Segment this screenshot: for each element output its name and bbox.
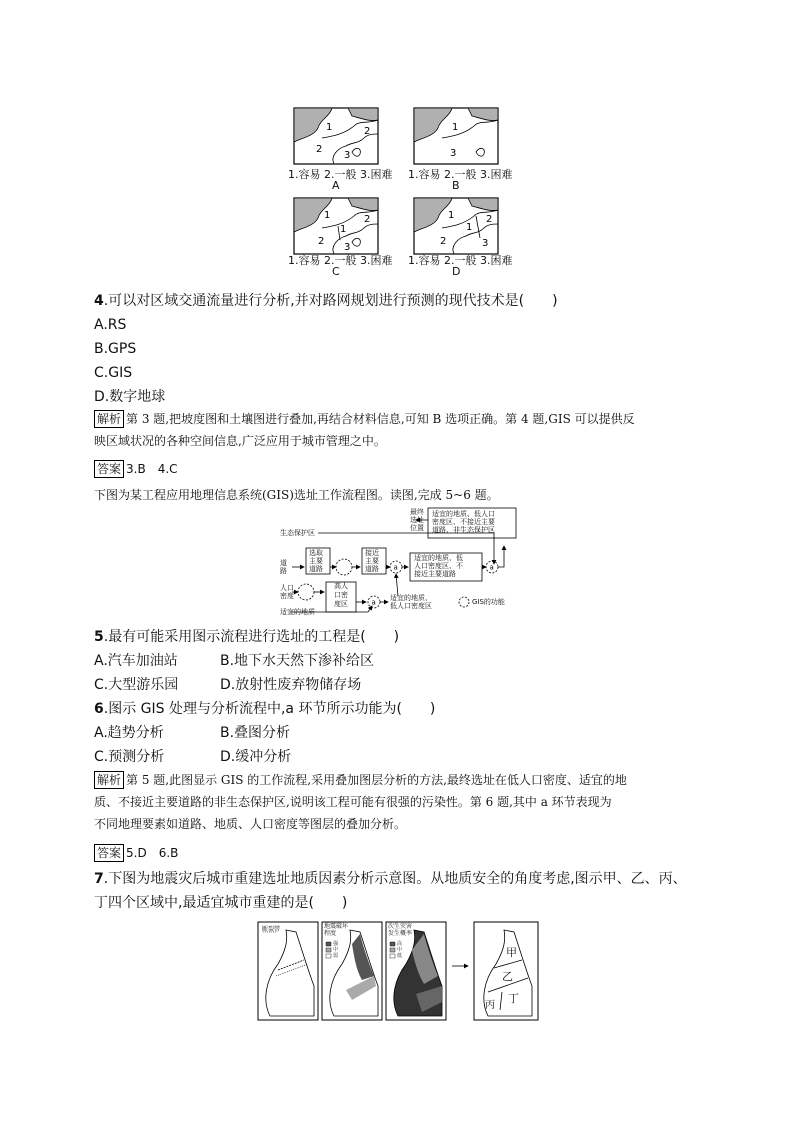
q4-option-d: D.数字地球 bbox=[94, 389, 166, 405]
eco-protection-label: 生态保护区 bbox=[280, 529, 315, 537]
q5-option-d: D.放射性废弃物储存场 bbox=[220, 677, 362, 693]
explanation-line: 解析 第 5 题,此图显示 GIS 的工作流程,采用叠加图层分析的方法,最终选址在低人口密度、适宜的地 bbox=[94, 769, 704, 791]
damage-legend-title: 地震破坏 程度 bbox=[324, 923, 349, 937]
question-number: 5 bbox=[94, 629, 104, 645]
explanation-tag: 解析 bbox=[94, 410, 124, 428]
question-number: 6 bbox=[94, 701, 104, 717]
intro-5-6: 下图为某工程应用地理信息系统(GIS)选址工作流程图。读图,完成 5~6 题。 bbox=[94, 488, 499, 502]
panel-letter-a: A bbox=[332, 179, 340, 192]
q5-option-a: A.汽车加油站 bbox=[94, 653, 178, 669]
answer-tag: 答案 bbox=[94, 460, 124, 478]
panel-letter-d: D bbox=[452, 265, 461, 278]
high-pop-box: 高人 口密 度区 bbox=[334, 582, 348, 608]
damage-legend-levels: 强 中 弱 bbox=[333, 941, 339, 959]
q6-option-d: D.缓冲分析 bbox=[220, 749, 292, 765]
region-label: 1 bbox=[340, 224, 347, 235]
map-panel-a bbox=[294, 108, 378, 164]
zone-jia: 甲 bbox=[506, 946, 517, 959]
legend-d: 1.容易 2.一般 3.困难 bbox=[408, 254, 513, 267]
hazard-legend-title: 次生灾害 发生概率 bbox=[388, 923, 413, 937]
q4-option-a: A.RS bbox=[94, 317, 127, 333]
panel-letter-b: B bbox=[452, 179, 460, 192]
region-label: 3 bbox=[344, 242, 351, 253]
q5-option-b: B.地下水天然下渗补给区 bbox=[220, 653, 375, 669]
question-number: 4 bbox=[94, 293, 104, 309]
map-panel-b bbox=[414, 108, 498, 164]
map-panel-c bbox=[294, 198, 378, 254]
answer-text: 3.B 4.C bbox=[126, 462, 178, 476]
road-label: 道 路 bbox=[280, 559, 287, 575]
region-label: 2 bbox=[364, 126, 371, 137]
region-label: 2 bbox=[318, 236, 325, 247]
question-stem: .图示 GIS 处理与分析流程中,a 环节所示功能为( ) bbox=[103, 701, 436, 717]
region-label: 1 bbox=[326, 122, 333, 133]
legend-c: 1.容易 2.一般 3.困难 bbox=[288, 254, 393, 267]
zone-bing: 丙 bbox=[485, 1000, 495, 1011]
explanation-line: 质、不接近主要道路的非生态保护区,说明该工程可能有很强的污染性。第 6 题,其中 a 环节表现为 bbox=[94, 795, 612, 809]
q6-option-c: C.预测分析 bbox=[94, 749, 165, 765]
zone-yi: 乙 bbox=[502, 970, 513, 983]
q5-option-c: C.大型游乐园 bbox=[94, 677, 179, 693]
question-5 bbox=[94, 627, 399, 647]
hazard-legend-levels: 高 中 低 bbox=[397, 941, 403, 959]
answer-3-4 bbox=[94, 458, 178, 480]
question-stem: .可以对区域交通流量进行分析,并对路网规划进行预测的现代技术是( ) bbox=[103, 293, 558, 309]
explanation-5-6 bbox=[94, 769, 704, 835]
explanation-tag: 解析 bbox=[94, 771, 124, 789]
region-label: 3 bbox=[482, 238, 489, 249]
map-panel-d bbox=[414, 198, 498, 254]
answer-5-6 bbox=[94, 842, 178, 864]
final-site-label: 最终 选址 位置 bbox=[410, 508, 424, 532]
question-number: 7 bbox=[94, 871, 104, 887]
gis-flowchart bbox=[278, 506, 528, 618]
fault-map bbox=[258, 922, 318, 1020]
question-stem: .最有可能采用图示流程进行选址的工程是( ) bbox=[103, 629, 400, 645]
panel-letter-c: C bbox=[332, 265, 340, 278]
answer-text: 5.D 6.B bbox=[126, 846, 179, 860]
node-a: a bbox=[489, 563, 494, 572]
q4-option-c: C.GIS bbox=[94, 365, 133, 381]
region-label: 3 bbox=[344, 150, 351, 161]
question-stem: .下图为地震灾后城市重建选址地质因素分析示意图。从地质安全的角度考虑,图示甲、乙、丙、 bbox=[103, 871, 687, 887]
low-condition-label: 适宜的地质、 低人口密度区 bbox=[390, 594, 432, 610]
region-label: 1 bbox=[466, 222, 473, 233]
question-7 bbox=[94, 867, 687, 915]
select-road-box: 选取 主要 道路 bbox=[309, 549, 323, 573]
earthquake-figure bbox=[256, 920, 540, 1022]
node-a: a bbox=[371, 598, 376, 607]
q6-option-a: A.趋势分析 bbox=[94, 725, 164, 741]
question-6 bbox=[94, 699, 435, 719]
node-a: a bbox=[393, 563, 398, 572]
region-label: 2 bbox=[364, 214, 371, 225]
q4-option-b: B.GPS bbox=[94, 341, 137, 357]
region-label: 1 bbox=[452, 122, 459, 133]
q6-option-b: B.叠图分析 bbox=[220, 725, 291, 741]
geology-label: 适宜的地质 bbox=[280, 608, 315, 616]
explanation-line: 映区域状况的各种空间信息,广泛应用于城市管理之中。 bbox=[94, 434, 386, 448]
region-label: 2 bbox=[440, 236, 447, 247]
region-label: 3 bbox=[450, 148, 457, 159]
near-road-box: 接近 主要 道路 bbox=[365, 549, 379, 573]
gis-function-legend: GIS的功能 bbox=[472, 598, 505, 606]
legend-a: 1.容易 2.一般 3.困难 bbox=[288, 168, 393, 181]
question-stem-line2: 丁四个区域中,最适宜城市重建的是( ) bbox=[94, 895, 348, 911]
explanation-line: 解析 第 3 题,把坡度图和土壤图进行叠加,再结合材料信息,可知 B 选项正确。第 4 题,GIS 可以提供反 bbox=[94, 408, 704, 430]
answer-tag: 答案 bbox=[94, 844, 124, 862]
top-condition-box: 适宜的地质、低人口 密度区、不接近主要 道路、非生态保护区 bbox=[432, 510, 495, 534]
explanation-3-4 bbox=[94, 408, 704, 452]
region-label: 1 bbox=[324, 210, 331, 221]
legend-b: 1.容易 2.一般 3.困难 bbox=[408, 168, 513, 181]
region-label: 2 bbox=[316, 144, 323, 155]
zone-ding: 丁 bbox=[508, 992, 519, 1005]
explanation-line: 不同地理要素如道路、地质、人口密度等图层的叠加分析。 bbox=[94, 817, 407, 831]
region-label: 2 bbox=[486, 214, 493, 225]
region-label: 1 bbox=[448, 210, 455, 221]
pop-density-label: 人口 密度 bbox=[280, 584, 294, 600]
question-4 bbox=[94, 291, 558, 311]
mid-condition-box: 适宜的地质、低 人口密度区、不 接近主要道路 bbox=[414, 554, 463, 578]
figure-slope-soil-maps bbox=[280, 104, 520, 280]
fault-legend: 断裂带 bbox=[262, 926, 281, 933]
